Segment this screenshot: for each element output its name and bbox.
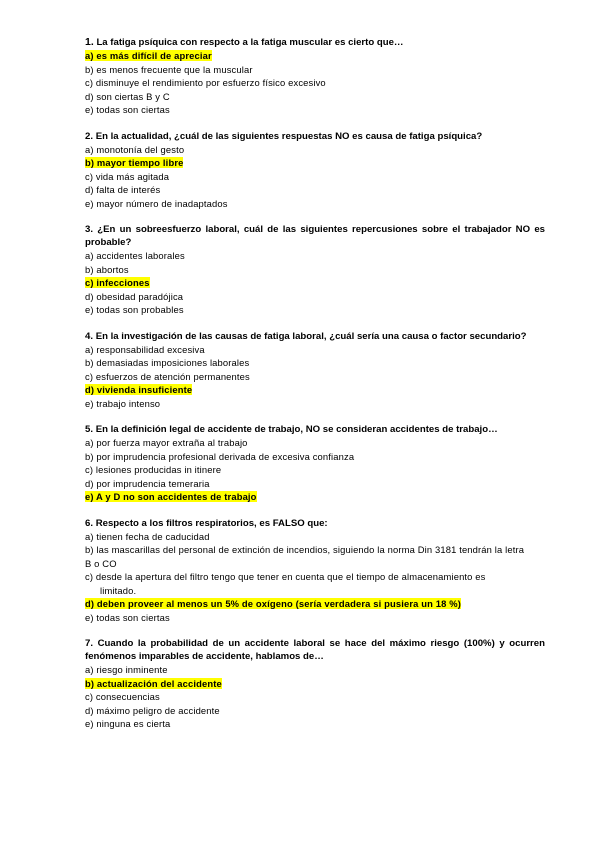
correct-answer-highlight: c) infecciones [85, 277, 150, 288]
correct-answer-highlight: b) actualización del accidente [85, 677, 222, 689]
question-number: 2. [85, 130, 94, 142]
correct-answer-highlight: e) A y D no son accidentes de trabajo [85, 491, 257, 502]
option-c: c) disminuye el rendimiento por esfuerzo físico excesivo [85, 77, 326, 88]
question-text: La fatiga psíquica con respecto a la fatiga muscular es cierto que… [96, 37, 404, 48]
question-5 [85, 423, 545, 504]
option-b: b) por imprudencia profesional derivada de excesiva confianza [85, 450, 355, 462]
question-number: 4. [85, 330, 94, 342]
question-text: En la actualidad, ¿cuál de las siguientes respuestas NO es causa de fatiga psíquica? [95, 130, 483, 142]
option-c: c) esfuerzos de atención permanentes [85, 370, 250, 382]
correct-answer-highlight: a) es más difícil de apreciar [85, 50, 212, 61]
question-3 [85, 223, 545, 317]
option-e: e) mayor número de inadaptados [85, 197, 228, 209]
question-number: 6. [85, 517, 94, 529]
question-5-title [85, 423, 545, 436]
option-a: a) monotonía del gesto [85, 143, 185, 155]
option-c [85, 276, 545, 290]
option-b-continuation: B o CO [85, 557, 117, 569]
option-d: d) máximo peligro de accidente [85, 704, 220, 716]
question-3-title [85, 223, 545, 249]
option-b: b) las mascarillas del personal de extinción de incendios, siguiendo la norma Din 3181 tendrán la letra [85, 544, 525, 555]
option-a: a) responsabilidad excesiva [85, 343, 205, 355]
question-text: Respecto a los filtros respiratorios, es FALSO que: [95, 517, 328, 529]
option-b [85, 156, 545, 170]
question-number: 7. [85, 638, 94, 649]
option-c: c) vida más agitada [85, 170, 170, 182]
question-1-title [85, 36, 545, 49]
question-1 [85, 36, 545, 117]
option-b: b) demasiadas imposiciones laborales [85, 357, 250, 368]
question-text: En la investigación de las causas de fatiga laboral, ¿cuál sería una causa o factor secundario? [95, 330, 527, 342]
option-d: d) son ciertas B y C [85, 90, 170, 102]
option-e: e) todas son probables [85, 304, 184, 315]
question-6 [85, 517, 545, 625]
option-b: b) abortos [85, 263, 129, 275]
option-d: d) falta de interés [85, 184, 161, 195]
option-a: a) accidentes laborales [85, 250, 185, 261]
option-a: a) por fuerza mayor extraña al trabajo [85, 437, 248, 448]
question-4 [85, 330, 545, 411]
correct-answer-highlight: d) vivienda insuficiente [85, 384, 193, 395]
question-number: 5. [85, 424, 94, 435]
question-text: ¿En un sobreesfuerzo laboral, cuál de las siguientes repercusiones sobre el trabajador NO es probable? [85, 224, 545, 248]
option-e: e) todas son ciertas [85, 104, 170, 115]
option-c: c) consecuencias [85, 691, 160, 702]
option-e: e) trabajo intenso [85, 397, 161, 409]
question-number: 1. [85, 36, 94, 48]
question-7 [85, 637, 545, 731]
exam-page [85, 36, 545, 744]
option-d: d) obesidad paradójica [85, 290, 184, 302]
question-4-title [85, 330, 545, 343]
question-2 [85, 130, 545, 211]
option-d: d) por imprudencia temeraria [85, 477, 210, 489]
question-text: En la definición legal de accidente de trabajo, NO se consideran accidentes de trabajo… [95, 424, 498, 435]
question-text: Cuando la probabilidad de un accidente laboral se hace del máximo riesgo (100%) y ocurren fenómenos imparables de accidente, hablamos de… [85, 638, 545, 662]
option-d [85, 597, 545, 611]
question-7-title [85, 637, 545, 663]
option-e [85, 490, 545, 504]
option-c-continuation: limitado. [100, 584, 137, 596]
option-c: c) lesiones producidas in itinere [85, 464, 222, 475]
correct-answer-highlight: d) deben proveer al menos un 5% de oxígeno (sería verdadera si pusiera un 18 %) [85, 598, 462, 609]
option-d [85, 383, 545, 397]
option-a: a) riesgo inminente [85, 664, 168, 675]
option-a [85, 49, 545, 63]
option-c: c) desde la apertura del filtro tengo que tener en cuenta que el tiempo de almacenamiento es [85, 571, 486, 582]
question-6-title [85, 517, 545, 530]
option-e: e) ninguna es cierta [85, 718, 171, 729]
question-2-title [85, 130, 545, 143]
question-number: 3. [85, 224, 94, 235]
option-b: b) es menos frecuente que la muscular [85, 63, 253, 75]
option-b [85, 677, 545, 691]
option-e: e) todas son ciertas [85, 611, 170, 623]
correct-answer-highlight: b) mayor tiempo libre [85, 157, 184, 168]
option-a: a) tienen fecha de caducidad [85, 530, 210, 542]
